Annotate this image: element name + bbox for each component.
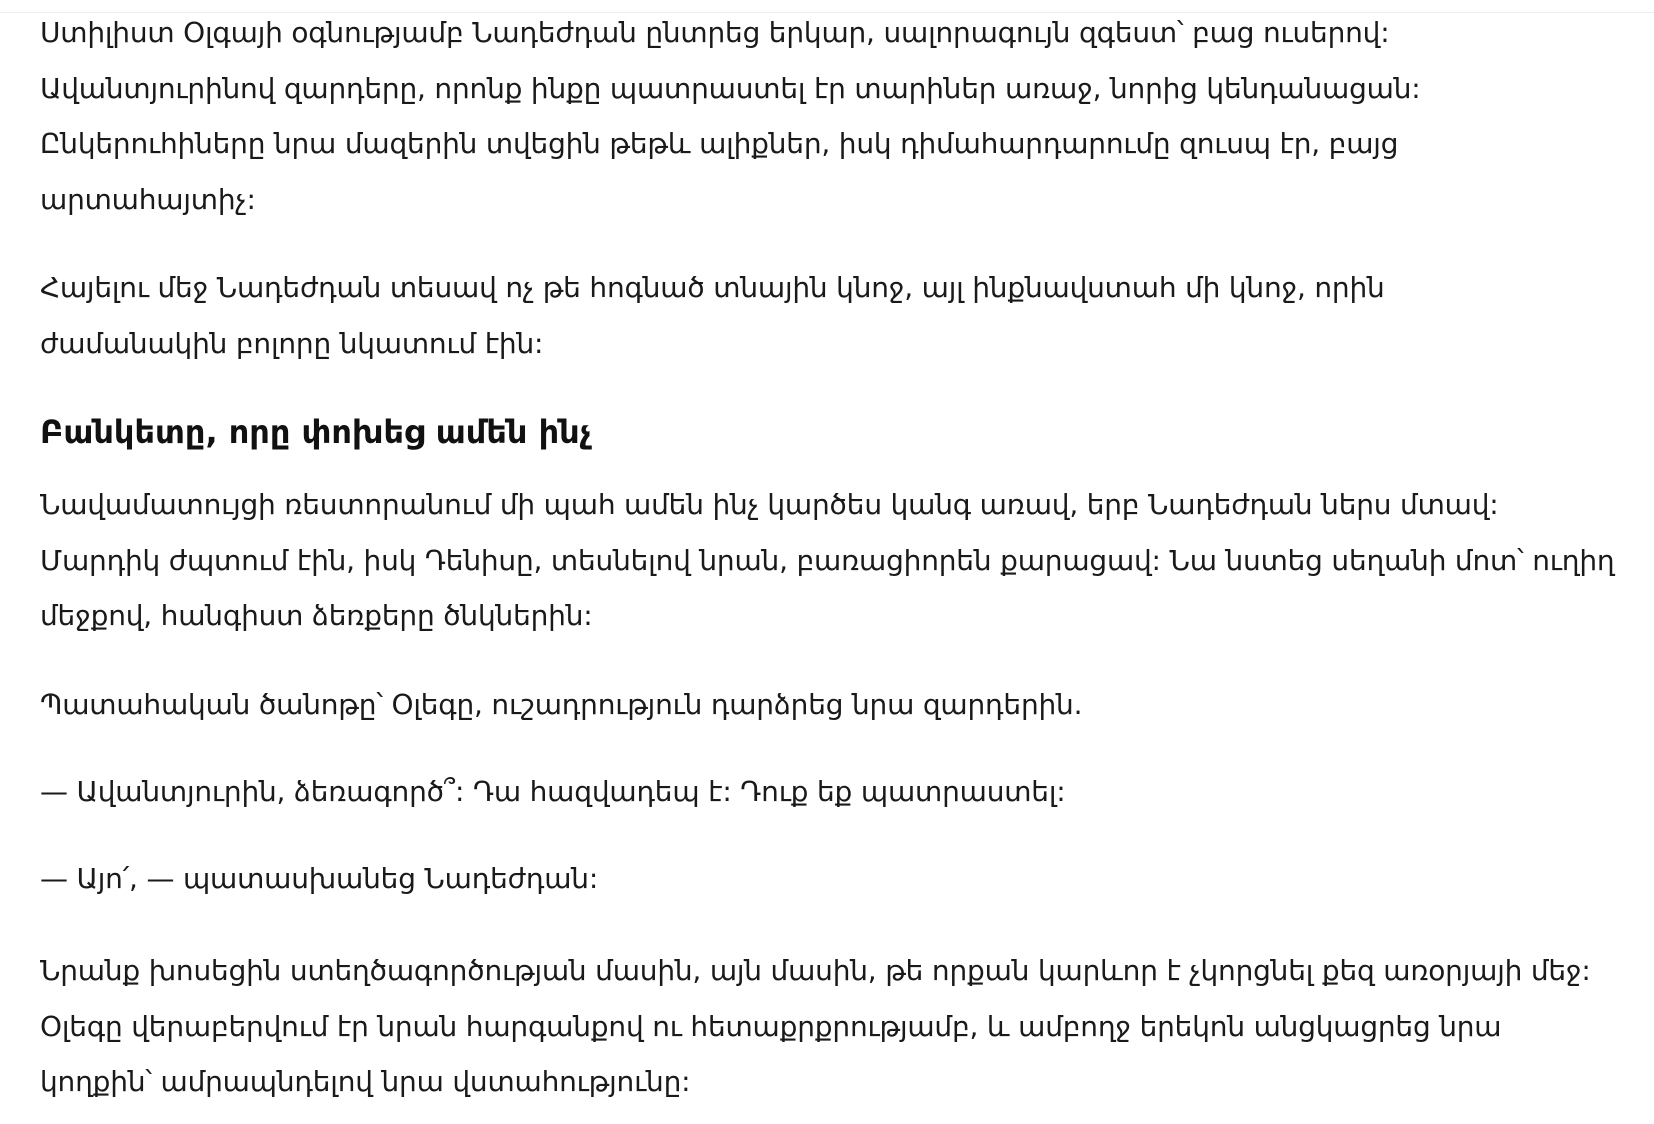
article-paragraph: Ստիլիստ Օլգայի օգնությամբ Նադեժդան ընտրեց երկար, սալորագույն զգեստ՝ բաց ուսերով: Ավանտյուրինով զարդերը, որոնք ինքը պատրաստել էր տարիներ առաջ, նորից կենդանացան: Ընկերուհիները նրա մազերին տվեցին թեթև ալիքներ, իսկ դիմահարդարումը զուսպ էր, բայց արտահայտիչ: (40, 16, 1421, 216)
dialogue-line: — Այո՛, — պատասխանեց Նադեժդան: (40, 862, 599, 895)
article-paragraph: Նրանք խոսեցին ստեղծագործության մասին, այն մասին, թե որքան կարևոր է չկորցնել քեզ առօրյայի մեջ: Օլեգը վերաբերվում էր նրան հարգանքով ու հետաքրքրությամբ, և ամբողջ երեկոն անցկացրեց նրա կողքին՝ ամրապնդելով նրա վստահությունը: (40, 954, 1591, 1098)
dialogue-line: — Ավանտյուրին, ձեռագործ՞: Դա հազվադեպ է: Դուք եք պատրաստել: (40, 775, 1066, 808)
section-heading: Բանկետը, որը փոխեց ամեն ինչ (40, 413, 592, 451)
article-paragraph: Հայելու մեջ Նադեժդան տեսավ ոչ թե հոգնած տնային կնոջ, այլ ինքնավստահ մի կնոջ, որին ժամանակին բոլորը նկատում էին: (40, 271, 1385, 360)
article-paragraph: Նավամատույցի ռեստորանում մի պահ ամեն ինչ կարծես կանգ առավ, երբ Նադեժդան ներս մտավ: Մարդիկ ժպտում էին, իսկ Դենիսը, տեսնելով նրան, բառացիորեն քարացավ: Նա նստեց սեղանի մոտ՝ ուղիղ մեջքով, հանգիստ ձեռքերը ծնկներին: (40, 488, 1615, 632)
article-paragraph: Պատահական ծանոթը՝ Օլեգը, ուշադրություն դարձրեց նրա զարդերին. (40, 688, 1083, 721)
